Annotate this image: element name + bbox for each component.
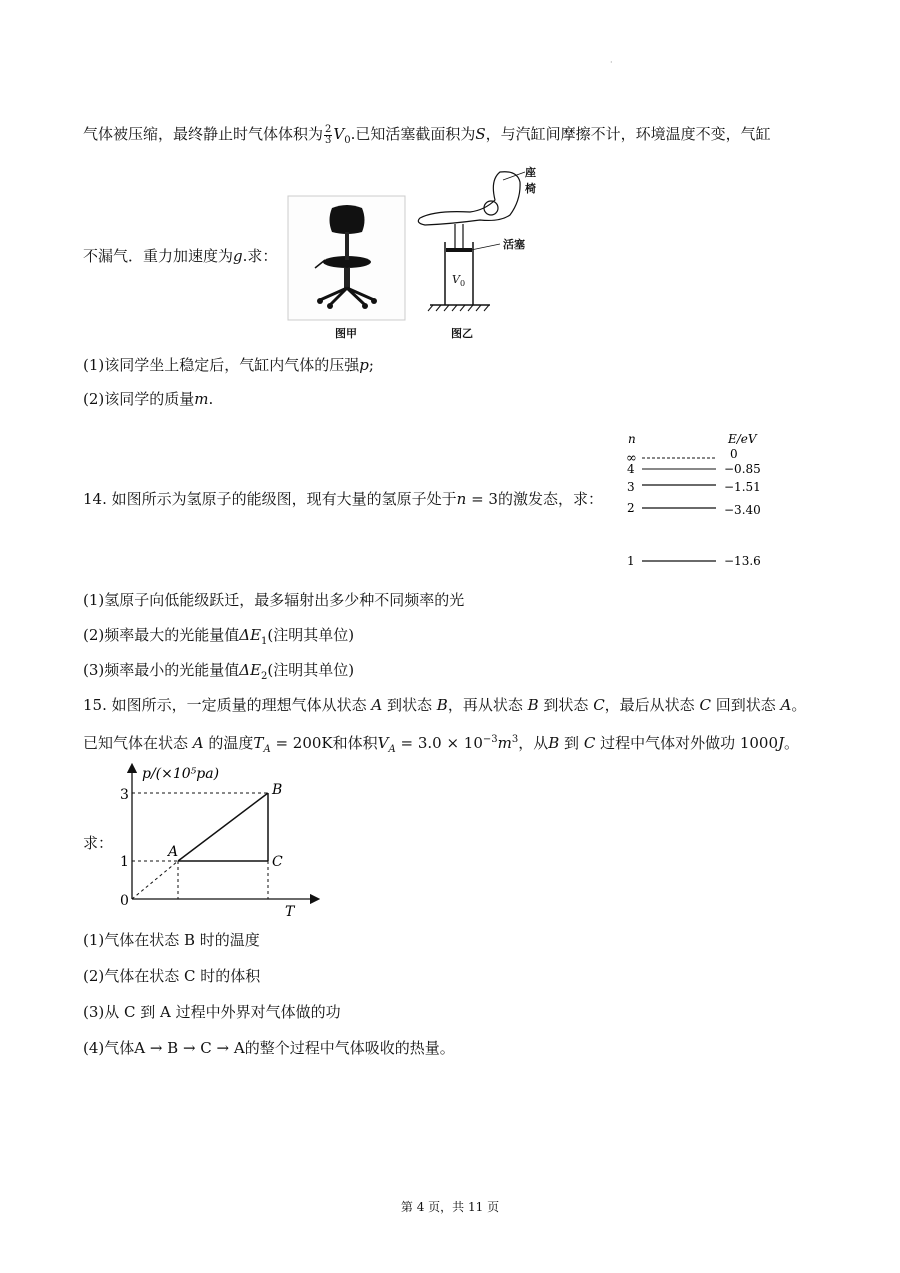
label-piston: 活塞 [503, 238, 525, 251]
q14-item-1: (1)氢原子向低能级跃迁，最多辐射出多少种不同频率的光 [83, 591, 465, 609]
q13-item-1: (1)该同学坐上稳定后，气缸内气体的压强p; [83, 356, 374, 374]
level-e-3: −1.51 [724, 480, 761, 494]
level-n-1: 1 [627, 554, 635, 568]
level-n-2: 2 [627, 501, 635, 515]
chair-figure-svg [285, 160, 545, 345]
q13-item-2: (2)该同学的质量m. [83, 390, 214, 408]
q15-stem-1: 15. 如图所示，一定质量的理想气体从状态 A 到状态 B，再从状态 B 到状态 C，最后从状态 C 回到状态 A。 [83, 696, 807, 714]
col-n-label: n [628, 432, 636, 446]
q15-item-3: (3)从 C 到 A 过程中外界对气体做的功 [83, 1003, 341, 1021]
origin-label: 0 [120, 893, 129, 909]
level-n-inf: ∞ [626, 451, 637, 466]
y-axis-label: p/(×10⁵pa) [142, 766, 220, 782]
paragraph-line-2: 不漏气．重力加速度为g.求： [83, 247, 278, 265]
q14-stem: 14. 如图所示为氢原子的能级图，现有大量的氢原子处于n = 3的激发态，求： [83, 490, 603, 508]
page-footer: 第 4 页，共 11 页 [400, 1200, 500, 1214]
q15-qiu: 求： [83, 834, 114, 852]
chair-figure [285, 160, 545, 345]
q15-item-1: (1)气体在状态 B 时的温度 [83, 931, 260, 949]
label-v0: $V_0$ [452, 273, 466, 289]
paragraph-line-1: 气体被压缩，最终静止时气体体积为 $\frac{2}{3}$ $V_0$.已知活塞截面积为S，与汽缸间摩擦不计，环境温度不变，气缸 [83, 123, 771, 146]
point-c-label: C [272, 854, 283, 870]
col-e-label: E/eV [728, 432, 757, 446]
header-dot: · [610, 58, 613, 67]
level-e-inf: 0 [730, 447, 738, 461]
pt-graph-svg [110, 762, 330, 922]
text: 气体被压缩，最终静止时气体体积为 [83, 125, 324, 143]
level-e-1: −13.6 [724, 554, 761, 568]
label-jia: 图甲 [335, 327, 357, 340]
level-n-3: 3 [627, 480, 635, 494]
pt-graph [110, 762, 330, 922]
y-tick-1: 1 [120, 854, 129, 870]
q15-stem-2: 已知气体在状态 A 的温度$T_A = 200K$和体积$V_A = 3.0 \times 10^{-3}m^3$，从B 到 C 过程中气体对外做功 1000J。 [83, 734, 800, 755]
q14-item-2: (2)频率最大的光能量值$\Delta E_1$(注明其单位) [83, 626, 355, 647]
fraction: $\frac{2}{3}$ [325, 123, 332, 146]
label-seat: 座椅 [525, 166, 536, 195]
q15-item-4: (4)气体A → B → C → A的整个过程中气体吸收的热量。 [83, 1039, 455, 1057]
q15-item-2: (2)气体在状态 C 时的体积 [83, 967, 261, 985]
x-axis-label: T [285, 904, 295, 920]
energy-level-diagram [618, 428, 778, 573]
q14-item-3: (3)频率最小的光能量值$\Delta E_2$(注明其单位) [83, 661, 355, 682]
point-a-label: A [168, 844, 179, 860]
y-tick-3: 3 [120, 787, 129, 803]
level-e-2: −3.40 [724, 503, 761, 517]
label-yi: 图乙 [451, 327, 473, 340]
energy-level-svg [618, 428, 778, 573]
point-b-label: B [272, 782, 283, 798]
level-n-4: 4 [627, 462, 635, 476]
level-e-4: −0.85 [724, 462, 761, 476]
